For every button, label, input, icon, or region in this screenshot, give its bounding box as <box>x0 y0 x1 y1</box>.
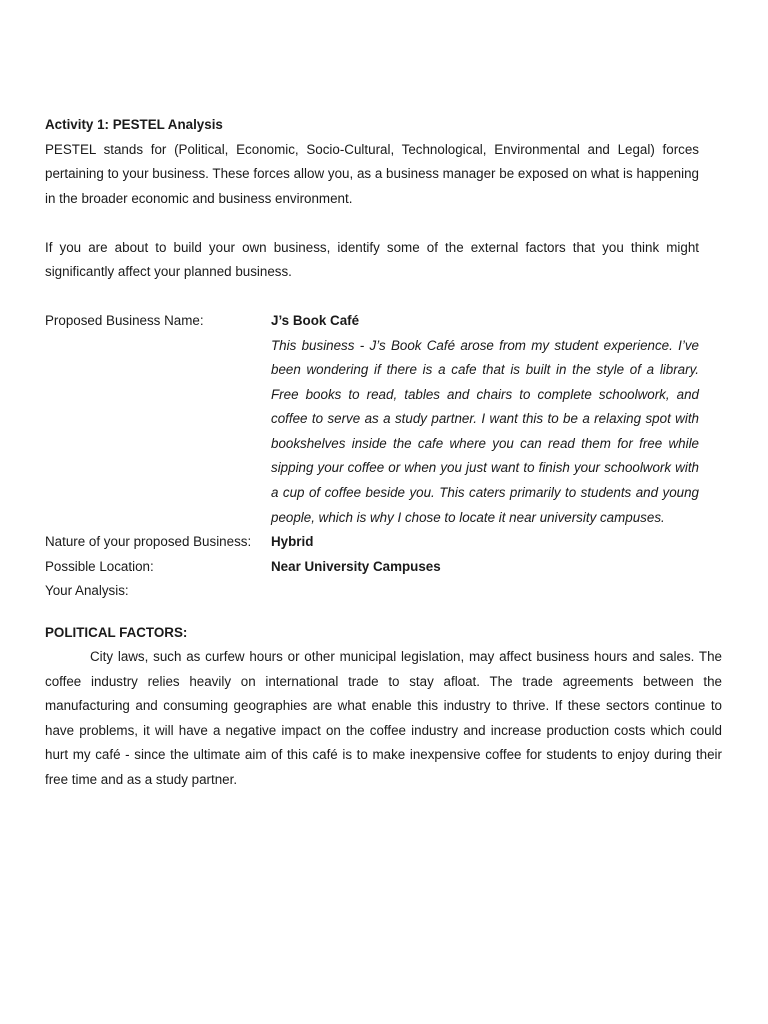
spacer <box>45 285 722 310</box>
document-page <box>45 113 722 792</box>
analysis-label: Your Analysis: <box>45 583 129 599</box>
business-description: This business - J’s Book Café arose from my student experience. I’ve been wondering if there is a cafe that is built in the style of a library. Free books to read, tables and chairs to complete schoolwork, and coffee to serve as a study partner. I want this to be a relaxing spot with bookshelves inside the cafe where you can read them for free while sipping your coffee or when you just want to finish your schoolwork with a cup of coffee beside you. This caters primarily to students and young people, which is why I chose to locate it near university campuses. <box>271 337 699 525</box>
instruction-paragraph: If you are about to build your own business, identify some of the external factors that you think might significantly affect your planned business. <box>45 239 699 279</box>
business-name-row <box>45 309 722 334</box>
business-name-value: J’s Book Café <box>271 313 360 328</box>
location-label: Possible Location: <box>45 558 154 574</box>
activity-title: Activity 1: PESTEL Analysis <box>45 117 223 132</box>
location-row <box>45 555 722 580</box>
spacer <box>45 211 722 236</box>
business-nature-value: Hybrid <box>271 534 314 550</box>
business-nature-row <box>45 530 722 555</box>
business-nature-label: Nature of your proposed Business: <box>45 534 252 550</box>
pestel-intro-paragraph: PESTEL stands for (Political, Economic, Socio-Cultural, Technological, Environmental and Legal) forces pertaining to your business. These forces allow you, as a business manager be exposed on what is happening in the broader economic and business environment. <box>45 141 699 206</box>
location-value: Near University Campuses <box>271 558 441 574</box>
business-name-label: Proposed Business Name: <box>45 313 204 328</box>
analysis-row <box>45 579 722 604</box>
political-factors-heading: POLITICAL FACTORS: <box>45 624 188 640</box>
political-factors-paragraph: City laws, such as curfew hours or other municipal legislation, may affect business hours and sales. The coffee industry relies heavily on international trade to stay afloat. The trade agreements between the manufacturing and consuming geographies are what enable this industry to thrive. If these sectors continue to have problems, it will have a negative impact on the coffee industry and increase production costs which could hurt my café - since the ultimate aim of this café is to make inexpensive coffee for students to enjoy during their free time and as a study partner. <box>45 649 722 787</box>
